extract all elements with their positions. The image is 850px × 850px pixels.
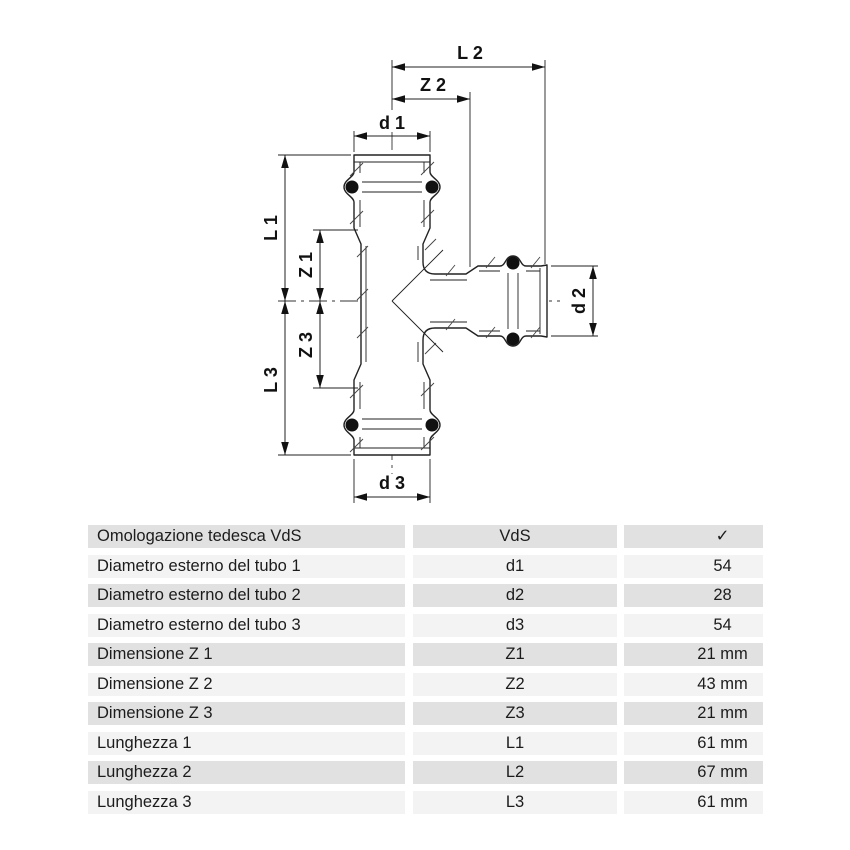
spec-label: Lunghezza 2	[88, 761, 405, 784]
oring-dot	[346, 419, 359, 432]
arrowhead	[354, 493, 367, 501]
oring-dot	[426, 181, 439, 194]
oring-dot	[426, 419, 439, 432]
spec-value: 54	[624, 614, 763, 637]
arrowhead	[316, 288, 324, 301]
arrowhead	[316, 375, 324, 388]
arrowhead	[589, 266, 597, 279]
spec-symbol: VdS	[413, 525, 617, 548]
arrowhead	[281, 442, 289, 455]
dimension-label-L3: L 3	[261, 367, 281, 393]
arrowhead	[532, 63, 545, 71]
arrowhead	[281, 288, 289, 301]
spec-symbol: L1	[413, 732, 617, 755]
dimension-label-L2: L 2	[457, 43, 483, 63]
arrowhead	[392, 63, 405, 71]
arrowhead	[316, 301, 324, 314]
dimension-label-Z3: Z 3	[296, 331, 316, 359]
spec-label: Dimensione Z 2	[88, 673, 405, 696]
dimension-label-Z1: Z 1	[296, 251, 316, 279]
spec-value: 54	[624, 555, 763, 578]
spec-label: Dimensione Z 1	[88, 643, 405, 666]
oring-dot	[507, 333, 520, 346]
spec-label: Omologazione tedesca VdS	[88, 525, 405, 548]
dimension-label-d2: d 2	[569, 287, 589, 315]
fitting-outline	[344, 155, 547, 455]
spec-value: 21 mm	[624, 643, 763, 666]
arrowhead	[281, 301, 289, 314]
spec-value: 61 mm	[624, 732, 763, 755]
table-row	[88, 761, 763, 784]
arrowhead	[417, 493, 430, 501]
spec-symbol: Z1	[413, 643, 617, 666]
spec-label: Dimensione Z 3	[88, 702, 405, 725]
arrowhead	[316, 230, 324, 243]
spec-symbol: L3	[413, 791, 617, 814]
spec-value: 43 mm	[624, 673, 763, 696]
oring-dot	[507, 257, 520, 270]
table-row	[88, 555, 763, 578]
spec-symbol: d3	[413, 614, 617, 637]
table-row	[88, 791, 763, 814]
spec-value: 28	[624, 584, 763, 607]
arrowhead	[457, 95, 470, 103]
arrowhead	[392, 95, 405, 103]
arrowhead	[354, 132, 367, 140]
spec-table	[88, 525, 763, 814]
spec-symbol: Z3	[413, 702, 617, 725]
spec-symbol: L2	[413, 761, 617, 784]
arrowhead	[417, 132, 430, 140]
spec-label: Lunghezza 1	[88, 732, 405, 755]
spec-label: Diametro esterno del tubo 2	[88, 584, 405, 607]
spec-symbol: Z2	[413, 673, 617, 696]
table-row	[88, 673, 763, 696]
dimension-label-Z2: Z 2	[419, 75, 447, 95]
spec-value: 21 mm	[624, 702, 763, 725]
arrowhead	[589, 323, 597, 336]
oring-dot	[346, 181, 359, 194]
spec-label: Diametro esterno del tubo 1	[88, 555, 405, 578]
spec-label: Diametro esterno del tubo 3	[88, 614, 405, 637]
table-row	[88, 584, 763, 607]
spec-symbol: d1	[413, 555, 617, 578]
dimension-label-L1: L 1	[261, 215, 281, 241]
table-row	[88, 732, 763, 755]
arrowhead	[281, 155, 289, 168]
table-row	[88, 702, 763, 725]
spec-value: 61 mm	[624, 791, 763, 814]
spec-value: ✓	[624, 525, 763, 548]
dimension-label-d1: d 1	[378, 113, 406, 133]
dimension-label-d3: d 3	[378, 473, 406, 493]
table-row	[88, 525, 763, 548]
spec-value: 67 mm	[624, 761, 763, 784]
spec-symbol: d2	[413, 584, 617, 607]
table-row	[88, 643, 763, 666]
table-row	[88, 614, 763, 637]
spec-label: Lunghezza 3	[88, 791, 405, 814]
